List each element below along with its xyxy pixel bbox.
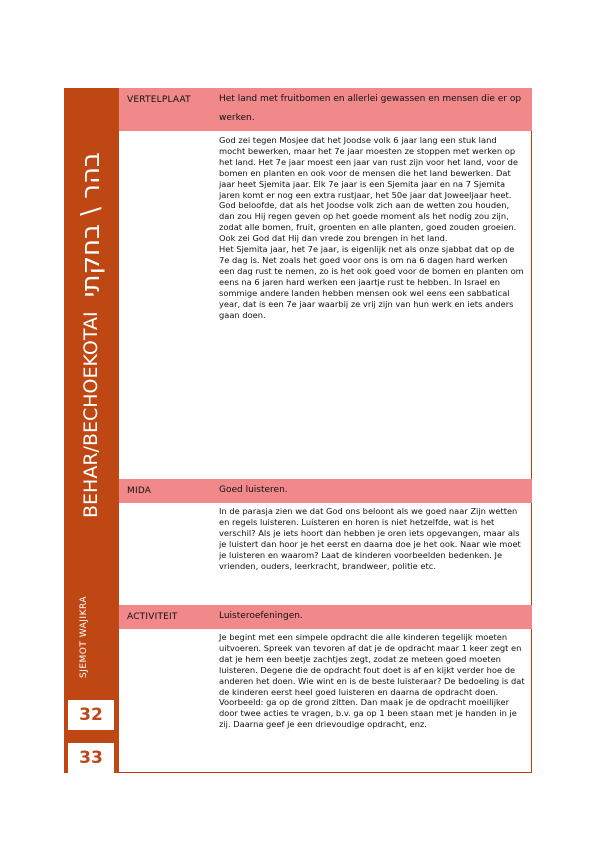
section-label: MIDA (127, 486, 152, 496)
section-label: ACTIVITEIT (127, 612, 178, 622)
section-heading: Luisteroefeningen. (219, 611, 303, 621)
section-body-mida: In de parasja zien we dat God ons beloont als we goed naar Zijn wetten en regels luisteren. Luisteren en horen is niet hetzelfde, wat is het verschil? Als je iets hoort dan hebben je oren iets opgevangen, maar als je luistert dan hoor je het eerst en daarna doe je het ook. Naar wie moet je luisteren en waarom? Laat de kinderen voorbeelden bedenken. Je vrienden, ouders, leerkracht, brandweer, politie etc. (219, 506, 521, 571)
spine-subtitle: SJEMOT WAJIKRA (79, 595, 89, 679)
spine-title-text: BEHAR/BECHOEKOTAI (80, 311, 102, 518)
page-number-bottom: 33 (68, 743, 114, 773)
spine-hebrew-title: בהר \ בחקתי (76, 152, 106, 298)
section-header-mida (119, 479, 532, 503)
section-heading: Het land met fruitbomen en allerlei gewassen en mensen die er op werken. (219, 94, 522, 123)
page-number-top: 32 (68, 700, 114, 730)
section-body-activiteit: Je begint met een simpele opdracht die alle kinderen tegelijk moeten uitvoeren. Spreek van tevoren af dat je de opdracht maar 1 keer zegt en dat je hem een beetje zachtjes zegt, zodat ze meteen goed moeten luisteren. Degene die de opdracht fout doet is af en kijkt verder hoe de anderen het doen. Wie wint en is de beste luisteraar? De bedoeling is dat de kinderen eerst heel goed luisteren en daarna de opdracht doen. Voorbeeld: ga op de grond zitten. Dan maak je de opdracht moeilijker door twee acties te vragen, b.v. ga op 1 been staan met je handen in je zij. Daarna geef je een drievoudige opdracht, enz. (219, 632, 525, 730)
section-body-vertelplaat: God zei tegen Mosjee dat het Joodse volk 6 jaar lang een stuk land mocht bewerken, maar het 7e jaar moesten ze stoppen met werken op het land. Het 7e jaar moest een jaar van rust zijn voor het land, voor de bomen en planten en ook voor de mensen die het land bewerken. Dat jaar heet Sjemita jaar. Elk 7e jaar is een Sjemita jaar en na 7 Sjemita jaren komt er nog een extra rustjaar, het 50e jaar dat Joweeljaar heet. God beloofde, dat als het Joodse volk zich aan de wetten zou houden, dan zou Hij regen geven op het goede moment als het nodig zou zijn, zodat alle bomen, fruit, groenten en alle planten, goed zouden groeien. Ook zei God dat Hij dan vrede zou brengen in het land. Het Sjemita jaar, het 7e jaar, is eigenlijk net als onze sjabbat dat op de 7e dag is. Net zoals het goed voor ons is om na 6 dagen hard werken een dag rust te nemen, zo is het ook goed voor de bomen en planten om eens na 6 jaren hard werken een jaartje rust te hebben. In Israel en sommige andere landen hebben mensen ook wel eens een sabbatical year, dat is een 7e jaar waarbij ze vrij zijn van hun werk en iets anders gaan doen. (219, 135, 524, 320)
spine-title (71, 90, 111, 580)
section-header-activiteit (119, 605, 532, 629)
section-header-vertelplaat (119, 88, 532, 131)
section-label: VERTELPLAAT (127, 95, 191, 105)
section-heading: Goed luisteren. (219, 485, 288, 495)
